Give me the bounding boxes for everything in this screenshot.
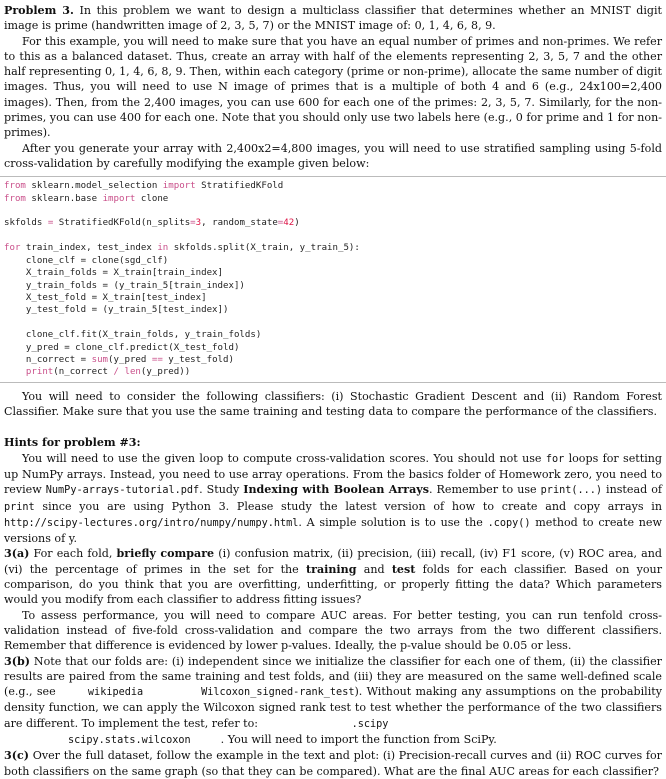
hint-3b-label: 3(b) xyxy=(4,654,30,668)
hints-paragraph-1: You will need to use the given loop to compute cross-validation scores. You should not use for loops for setting up NumPy arrays. Instead, you need to use array operations. From the basics folder of Homework zero, you need to review NumPy-arrays-tutorial.pdf. Study Indexing with Boolean Arrays. Remember to use print(...) instead of print since you are using Python 3. Please study the latest version of how to create and copy arrays in http://scipy-lectures.org/intro/numpy/numpy.html. A simple solution is to use the .copy() method to create new versions of y. xyxy=(4,451,662,546)
code-line: y_train_folds = (y_train_5[train_index]) xyxy=(4,280,245,291)
hint-3c: 3(c) Over the full dataset, follow the example in the text and plot: (i) Precision-recall curves and (ii) ROC curves for both classifiers on the same graph (so that they can be compared). What are the final AUC areas for each classifier? xyxy=(4,749,662,778)
scipy-stats-wilcoxon-link[interactable]: scipy.stats.wilcoxon xyxy=(68,735,191,746)
assess-paragraph: To assess performance, you will need to compare AUC areas. For better testing, you can run tenfold cross-validation instead of five-fold cross-validation and compare the two arrays from the two different classifiers. Remember that difference is evidenced by lower p-values. Ideally, the p-value should be 0.05 or less. xyxy=(4,608,662,653)
code-line: X_test_fold = X_train[test_index] xyxy=(4,292,207,303)
code-line: from sklearn.base import clone xyxy=(4,193,169,204)
code-line: y_pred = clone_clf.predict(X_test_fold) xyxy=(4,342,240,353)
problem-paragraph-2: For this example, you will need to make sure that you have an equal number of primes and non-primes. We refer to this as a balanced dataset. Thus, create an array with half of the elements representing 2, 3, 5, 7 and the other half representing 0, 1, 4, 6, 8, 9. Then, within each category (prime or non-prime), allocate the same number of digit images. Thus, you will need to use N image of primes that is a multiple of both 4 and 6 (e.g., 24x100=2,400 images). Then, from the 2,400 images, you can use 600 for each one of the primes: 2, 3, 5, 7. Similarly, for the non-primes, you can use 400 for each one. Note that you should only use two labels here (e.g., 0 for prime and 1 for non-primes). xyxy=(4,34,662,140)
tutorial-file-name: NumPy-arrays-tutorial.pdf xyxy=(45,485,200,497)
problem-paragraph-3: After you generate your array with 2,400x2=4,800 images, you will need to use stratified sampling using 5-fold cross-validation by carefully modifying the example given below: xyxy=(4,141,662,170)
code-line: clone_clf.fit(X_train_folds, y_train_folds) xyxy=(4,330,262,341)
code-line: for train_index, test_index in skfolds.split(X_train, y_train_5): xyxy=(4,243,360,254)
hint-3a-label: 3(a) xyxy=(4,547,30,561)
classifiers-paragraph: You will need to consider the following classifiers: (i) Stochastic Gradient Descent and (ii) Random Forest Classifier. Make sure that you use the same training and testing data to compare the performance of the classifiers. xyxy=(4,389,662,419)
code-line: n_correct = sum(y_pred == y_test_fold) xyxy=(4,354,234,365)
document-page xyxy=(4,3,662,779)
hint-3b: 3(b) Note that our folds are: (i) independent since we initialize the classifier for each one of them, (ii) the classifier results are paired from the same training and test folds, and (iii) they are measured on the same well-defined scale (e.g., see wikipedia Wilcoxon_signed-rank_test). Without making any assumptions on the probability density function, we can apply the Wilcoxon signed rank test to test whether the performance of the two classifiers are different. To implement the test, refer to: .scipy scipy.stats.wilcoxon . You will need to import the function from SciPy. xyxy=(4,654,662,746)
wilcoxon-link[interactable]: Wilcoxon_signed-rank_test xyxy=(201,687,355,699)
hints-title: Hints for problem #3: xyxy=(4,436,141,450)
code-line: X_train_folds = X_train[train_index] xyxy=(4,268,223,279)
wikipedia-link[interactable]: wikipedia xyxy=(87,687,144,699)
code-line: print(n_correct / len(y_pred)) xyxy=(25,367,191,378)
problem-label: Problem 3. xyxy=(4,4,74,17)
hint-3a: 3(a) For each fold, briefly compare (i) confusion matrix, (ii) precision, (iii) recall, (iv) F1 score, (v) ROC area, and (vi) the percentage of primes in the set for the training and test folds for each classifier. Based on your comparison, do you think that you are overfitting, underfitting, or properly fitting the data? Which parameters would you modify from each classifier to address fitting issues? xyxy=(4,547,663,607)
code-line: skfolds = StratifiedKFold(n_splits=3, random_state=42) xyxy=(4,218,300,229)
scipy-link[interactable]: .scipy xyxy=(351,718,389,730)
code-line: from sklearn.model_selection import StratifiedKFold xyxy=(4,181,284,192)
numpy-url[interactable]: http://scipy-lectures.org/intro/numpy/numpy.html xyxy=(4,517,299,529)
hint-3c-label: 3(c) xyxy=(4,749,29,763)
code-block xyxy=(0,176,666,383)
code-line: y_test_fold = (y_train_5[test_index]) xyxy=(4,305,229,316)
problem-paragraph-1 xyxy=(4,3,662,34)
code-line: clone_clf = clone(sgd_clf) xyxy=(4,255,169,266)
problem-intro-text: In this problem we want to design a multiclass classifier that determines whether an MNIST digit image is prime (handwritten image of 2, 3, 5, 7) or the MNIST image of: 0, 1, 4, 6, 8, 9. xyxy=(4,4,662,33)
